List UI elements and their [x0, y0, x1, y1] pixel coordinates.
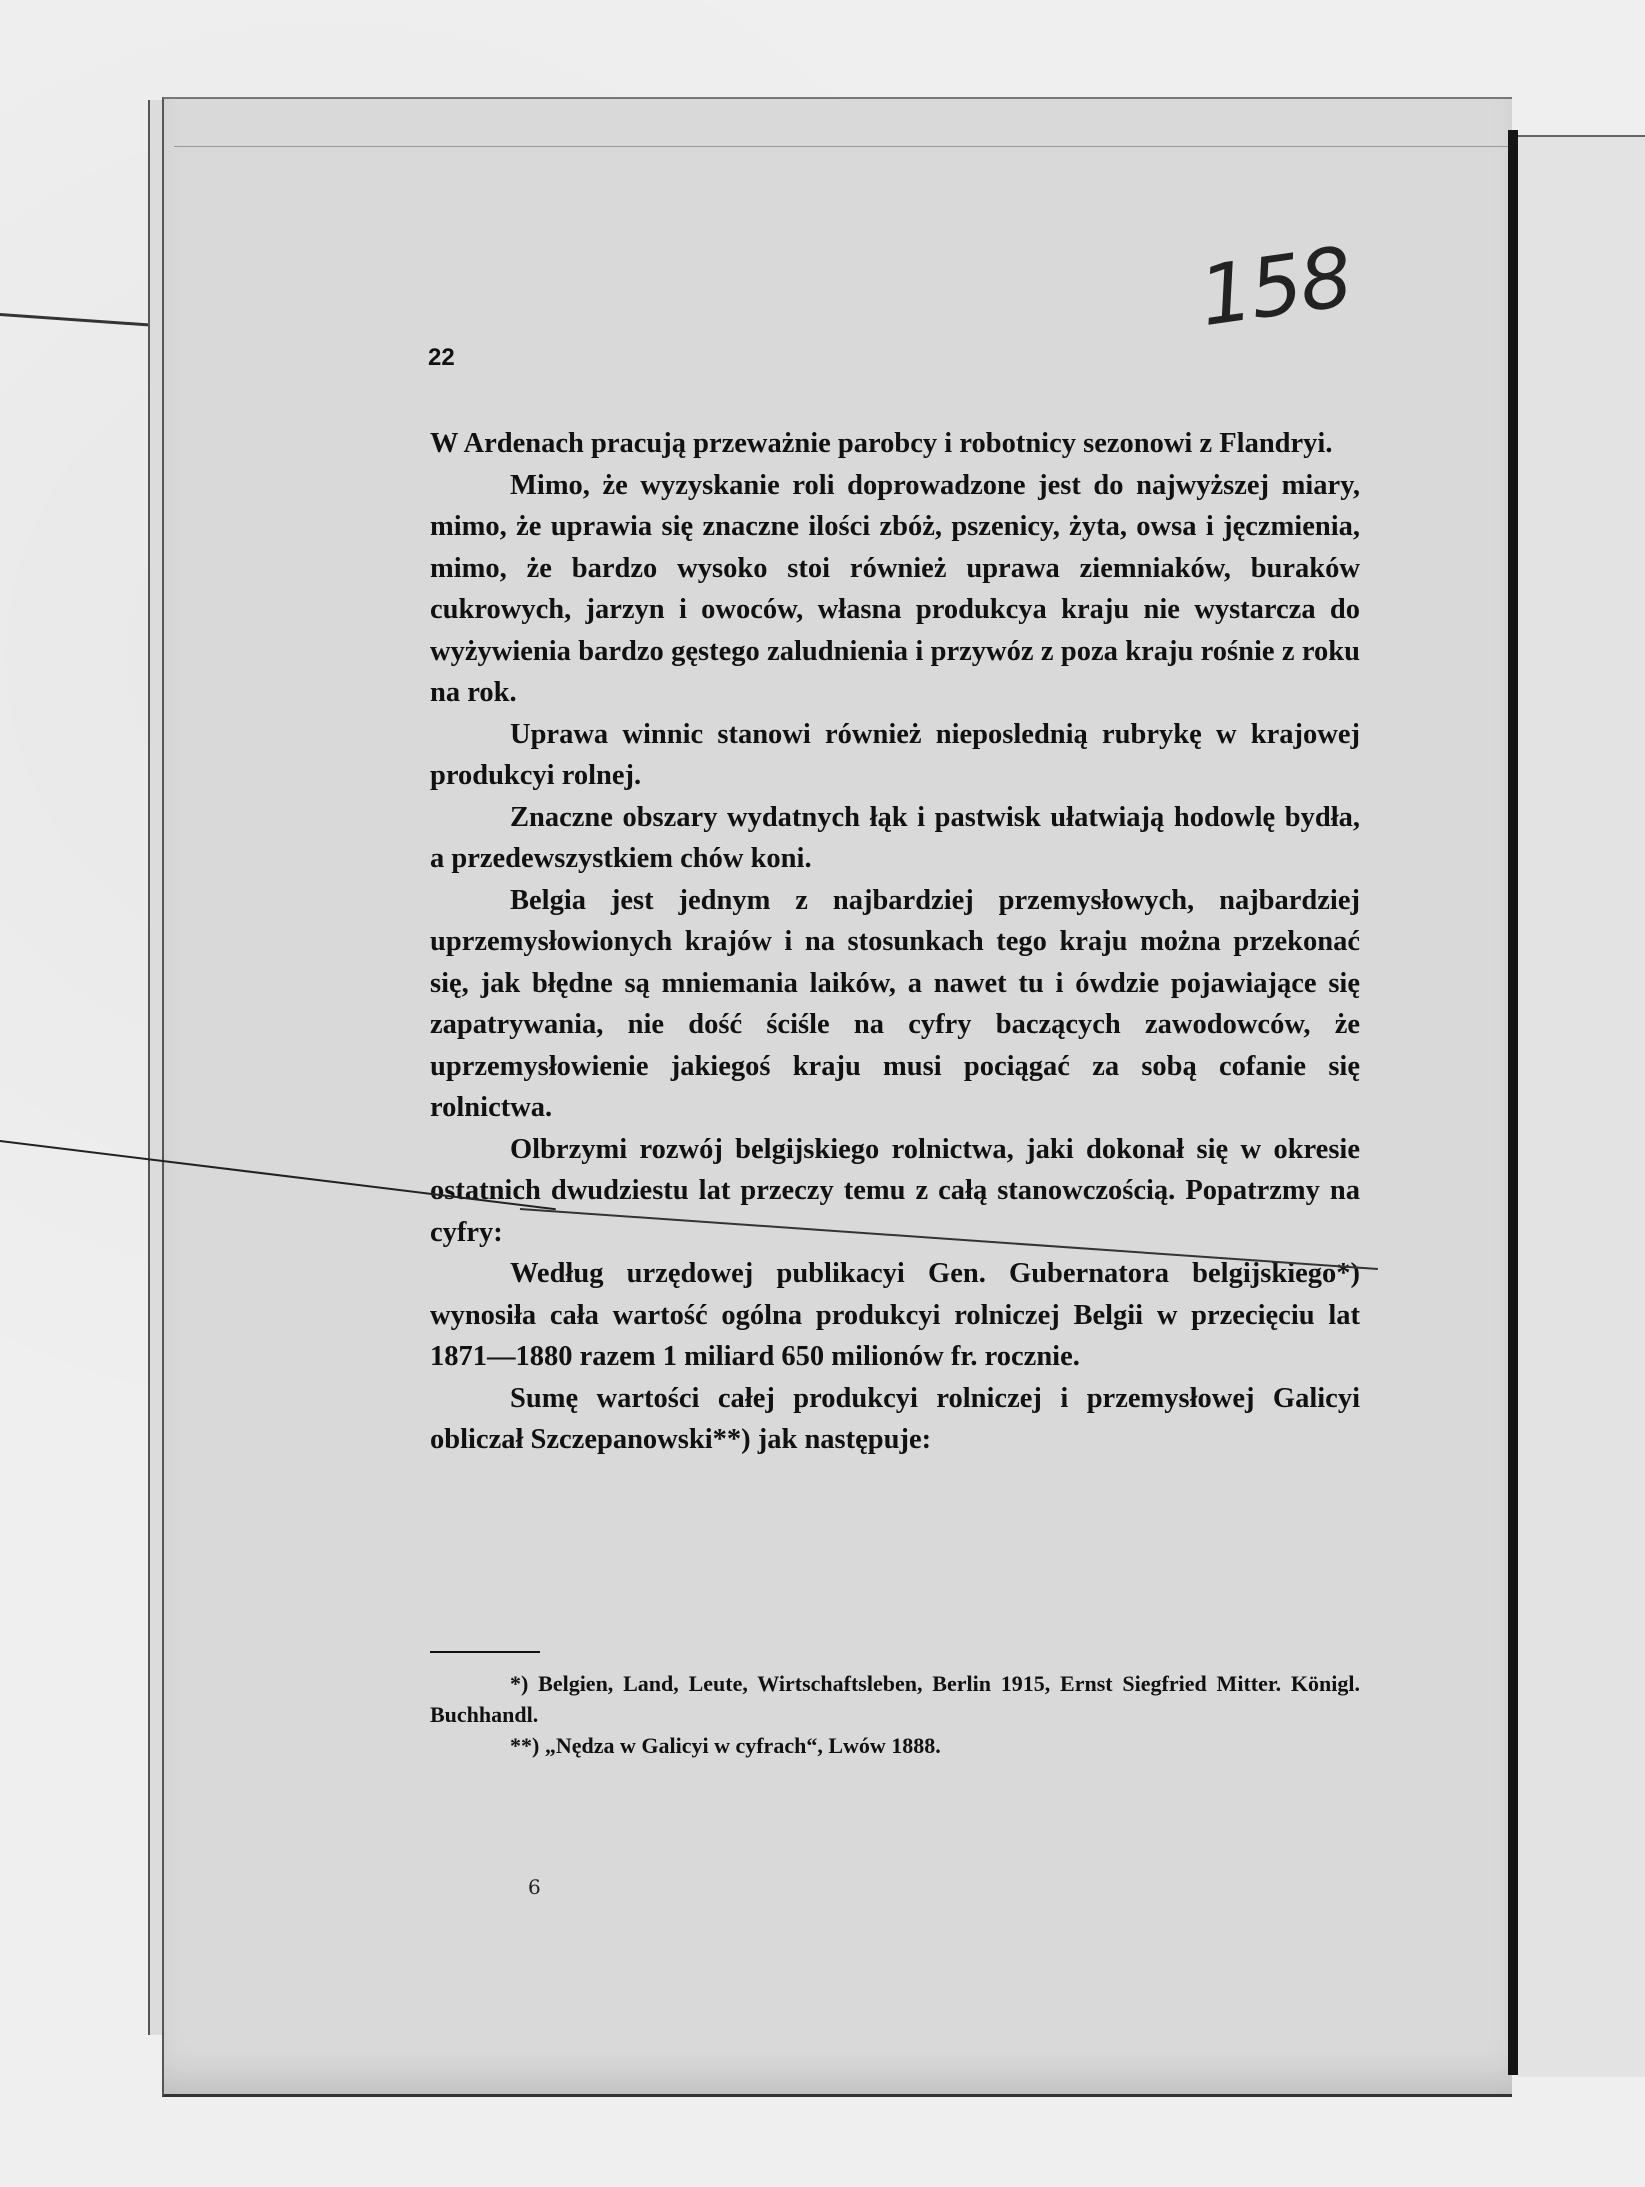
footnote-separator [430, 1651, 540, 1653]
paragraph: Mimo, że wyzyskanie roli doprowadzone jest do najwyższej miary, mimo, że uprawia się znaczne ilości zbóż, pszenicy, żyta, owsa i jęczmienia, mimo, że bardzo wysoko stoi również uprawa ziemniaków, buraków cukrowych, jarzyn i owoców, własna produkcya kraju nie wystarcza do wyżywienia bardzo gęstego zaludnienia i przywóz z poza kraju rośnie z roku na rok. [430, 469, 1360, 708]
page-fold-line [174, 146, 1512, 147]
paragraph: Belgia jest jednym z najbardziej przemysłowych, najbardziej uprzemysłowionych krajów i na stosunkach tego kraju można przekonać się, jak błędne są mniemania laików, a nawet tu i ówdzie pojawiające się zapatrywania, nie dość ściśle na cyfry baczących zawodowców, że uprzemysłowienie jakiegoś kraju musi pociągać za sobą cofanie się rolnictwa. [430, 884, 1360, 1123]
body-text [430, 423, 1360, 1461]
footnotes [430, 1668, 1360, 1761]
footnote: *) Belgien, Land, Leute, Wirtschaftsleben, Berlin 1915, Ernst Siegfried Mitter. Königl. Buchhandl. [430, 1671, 1360, 1727]
paragraph: W Ardenach pracują przeważnie parobcy i robotnicy sezonowi z Flandryi. [430, 428, 1333, 459]
page-number: 22 [428, 344, 455, 371]
paragraph: Znaczne obszary wydatnych łąk i pastwisk ułatwiają hodowlę bydła, a przedewszystkiem chów koni. [430, 801, 1360, 874]
adjacent-page [1518, 135, 1645, 2077]
binding-edge [1508, 130, 1518, 2075]
paragraph: Olbrzymi rozwój belgijskiego rolnictwa, jaki dokonał się w okresie ostatnich dwudziestu lat przeczy temu z całą stanowczością. Popatrzmy na cyfry: [430, 1133, 1360, 1248]
ink-smudge: 6 [528, 1875, 541, 1899]
paragraph: Sumę wartości całej produkcyi rolniczej i przemysłowej Galicyi obliczał Szczepanowski**) jak następuje: [430, 1382, 1360, 1455]
paragraph: Według urzędowej publikacyi Gen. Gubernatora belgijskiego*) wynosiła cała wartość ogólna produkcyi rolniczej Belgii w przecięciu lat 1871—1880 razem 1 miliard 650 milionów fr. rocznie. [430, 1258, 1360, 1372]
handwritten-folio-number: 158 [1194, 229, 1357, 346]
footnote: **) „Nędza w Galicyi w cyfrach“, Lwów 1888. [510, 1733, 941, 1758]
paragraph: Uprawa winnic stanowi również nieposlednią rubrykę w krajowej produkcyi rolnej. [430, 718, 1360, 791]
